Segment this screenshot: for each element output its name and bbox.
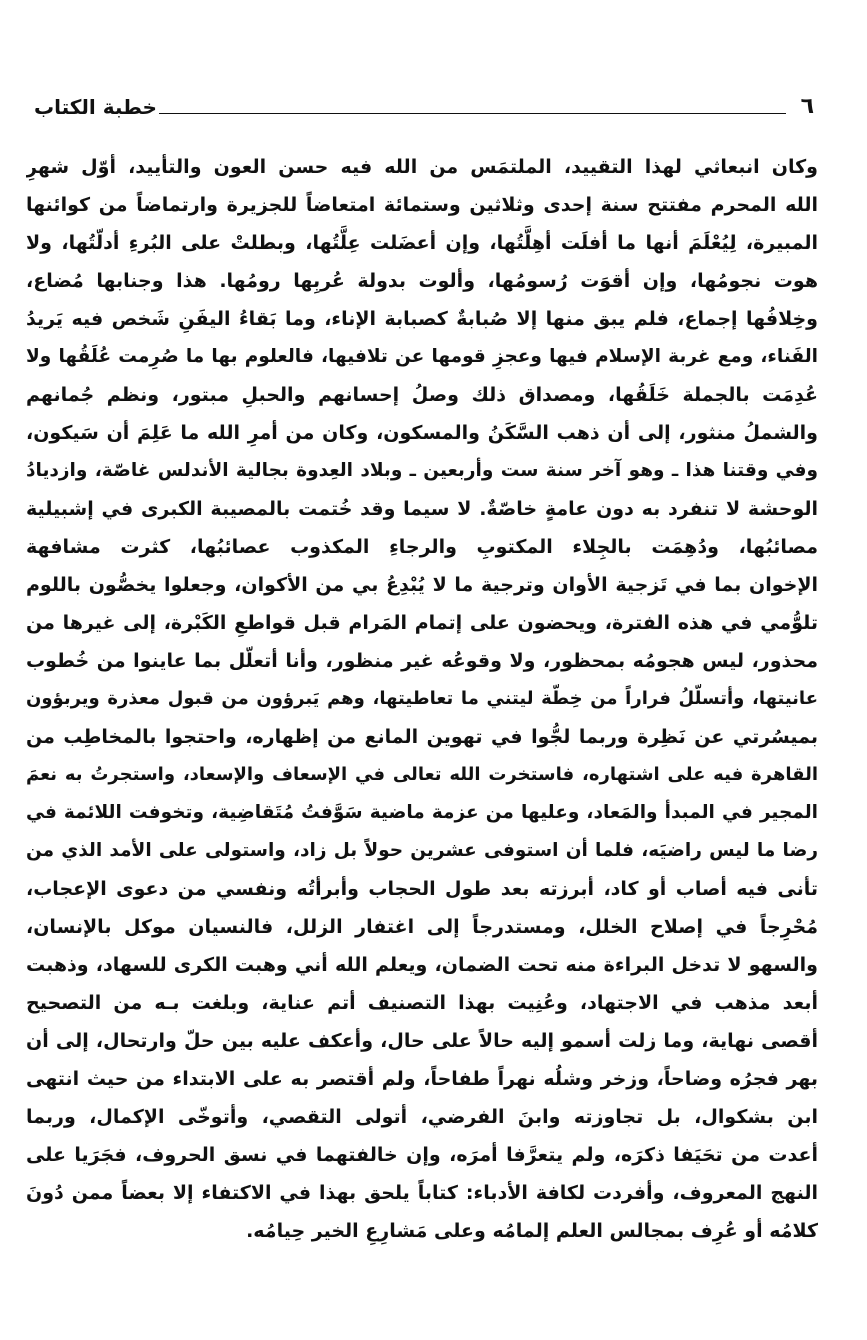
- text-line: والشملُ منثور، إلى أن ذهب السَّكَنُ والمسكون، وكان من أمرِ الله ما عَلِمَ أن سَيكون،: [26, 422, 818, 444]
- text-line: المجير في المبدأ والمَعاد، وعليها من عزمة ماضية سَوَّفتُ مُتَقاضِية، وتخوفت اللائمة في: [26, 802, 818, 823]
- text-line: بهر فجرُه وضاحاً، وزخر وشلُه نهراً طفاحاً، ولم أقتصر به على الابتداء من حيث انتهى: [26, 1068, 818, 1090]
- text-line: بميسُرتي عن نَظِرة وربما لجُّوا في تهوين المانع من إظهاره، واحتجوا بالمخاطِب من: [26, 726, 818, 748]
- text-line: محذور، ليس هجومُه بمحظور، ولا وقوعُه غير منظور، وأنا أتعلّل بما عاينوا من خُطوب: [26, 650, 818, 672]
- text-line: تأنى فيه أصاب أو كاد، أبرزته بعد طول الحجاب وأبرأتُه ونفسي من دعوى الإعجاب،: [26, 878, 818, 900]
- body-text: [26, 148, 818, 1250]
- text-line: عُدِمَت بالجملة خَلَقُها، ومصداق ذلك وصلُ إحسانهم والحبلِ مبتور، ونظم جُمانهم: [26, 384, 818, 406]
- text-line: مصائبُها، ودُهِمَت بالجِلاء المكتوبِ والرجاءِ المكذوب عصائبُها، كثرت مشافهة: [26, 536, 818, 558]
- text-line: وكان انبعاثي لهذا التقييد، الملتمَس من الله فيه حسن العون والتأييد، أوّل شهرِ: [26, 156, 818, 178]
- text-line: المبيرة، لِيُعْلَمَ أنها ما أفلَت أهِلَّتُها، وإن أعضَلت عِلَّتُها، وبطلتْ على البُرءِ أدلّتُها، ولا: [26, 232, 818, 254]
- page-header: [34, 92, 814, 122]
- text-line: الفَناء، ومع غربة الإسلام فيها وعجزِ قومها عن تلافيها، فالعلوم بها ما صُرِمت عُلَقُها ولا: [26, 346, 818, 367]
- text-line: النهج المعروف، وأفردت لكافة الأدباء: كتاباً يلحق بهذا في الاكتفاء إلا بعضاً ممن دُونَ: [26, 1182, 818, 1204]
- text-line: القاهرة فيه على اشتهاره، فاستخرت الله تعالى في الإسعاف والإسعاد، واستجرتُ به نعمَ: [26, 764, 818, 785]
- text-line: كلامُه أو عُرِف بمجالس العلم إلمامُه وعلى مَشارِعِ الخير حِيامُه.: [246, 1220, 818, 1242]
- text-line: الإخوان بما في تَزجية الأوان وترجية ما لا يُبْدِعُ بي من الأكوان، وجعلوا يخصُّون باللوم: [26, 574, 818, 596]
- text-line: هوت نجومُها، وإن أقوَت رُسومُها، وألوت بدولة عُربِها رومُها. هذا وجنابها مُضاع،: [26, 270, 818, 292]
- text-line: مُحْرِجاً في إصلاح الخلل، ومستدرجاً إلى اغتفار الزلل، فالنسيان موكل بالإنسان،: [26, 916, 818, 938]
- text-line: أعدت من تحَيَفا ذكرَه، ولم يتعرَّفا أمرَه، وإن خالفتهما في نسق الحروف، فجَرَيا على: [26, 1144, 818, 1166]
- text-line: أقصى نهاية، وما زلت أسمو إليه حالاً على حال، وأعكف عليه بين حلّ وارتحال، إلى أن: [26, 1030, 818, 1052]
- text-line: الوحشة لا تنفرد به دون عامةٍ خاصّةٌ. لا سيما وقد خُتمت بالمصيبة الكبرى في إشبيلية: [26, 498, 818, 520]
- text-line: ابن بشكوال، بل تجاوزته وابنَ الفرضي، أتولى التقصي، وأتوخّى الإكمال، وربما: [26, 1106, 818, 1128]
- text-line: رضا ما ليس راضيَه، فلما أن استوفى عشرين حولاً بل زاد، واستولى على الأمد الذي من: [26, 840, 818, 861]
- page-number: ٦: [800, 94, 814, 119]
- running-title: خطبة الكتاب: [34, 95, 157, 119]
- text-line: تلوُّمي في هذه الفترة، ويحضون على إتمام المَرام قبل قواطعِ الكَبْرة، إلى غيرها من: [26, 612, 818, 634]
- text-line: والسهو لا تدخل البراءة منه تحت الضمان، ويعلم الله أني وهبت الكرى للسهاد، وذهبت: [26, 954, 818, 976]
- text-line: عانيتها، وأتسلّلُ فراراً من خِطّة ليتني ما تعاطيتها، وهم يَبرؤون من قبول معذرة ويربؤون: [26, 688, 818, 709]
- header-rule: [159, 113, 786, 114]
- text-line: أبعد مذهب في الاجتهاد، وعُنِيت بهذا التصنيف أتم عناية، وبلغت بـه من التصحيح: [26, 992, 818, 1014]
- text-line: وفي وقتنا هذا ـ وهو آخر سنة ست وأربعين ـ وبلاد العِدوة بجالية الأندلس غاصّة، وازديادُ: [26, 460, 818, 481]
- text-line: وخِلافُها إجماع، فلم يبق منها إلا صُبابةٌ كصبابة الإناء، وما بَقاءُ اليفَنِ شَخص فيه يَريدُ: [26, 308, 818, 330]
- text-line: الله المحرم مفتتح سنة إحدى وثلاثين وستمائة امتعاضاً للجزيرة وارتماضاً من كوائنها: [26, 194, 818, 216]
